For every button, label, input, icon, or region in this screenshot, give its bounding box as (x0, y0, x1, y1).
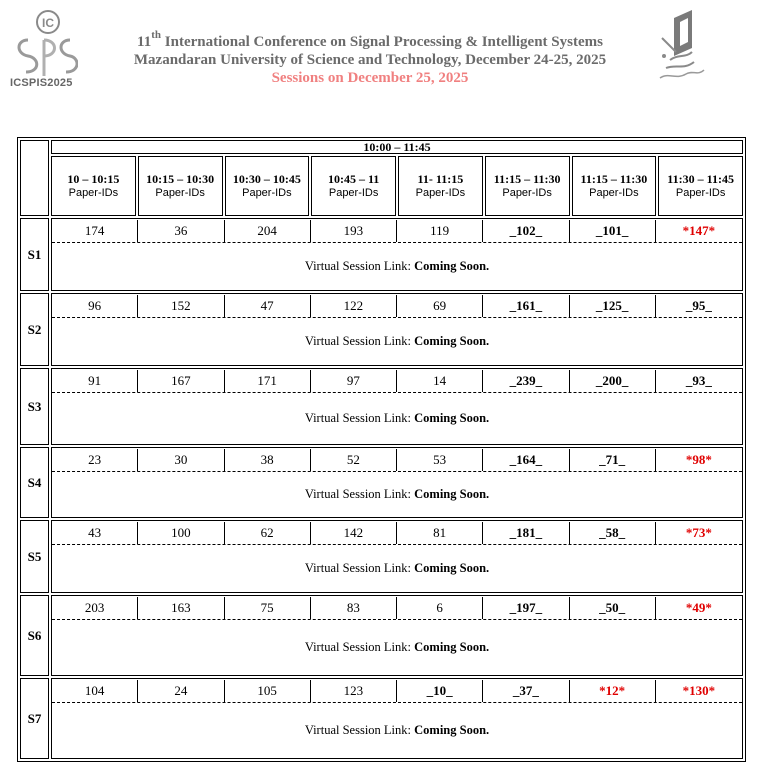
session-label: S1 (20, 218, 49, 291)
link-label: Virtual Session Link: (304, 639, 415, 654)
paper-id-cell: 30 (138, 449, 224, 471)
paper-id-cell: 53 (397, 449, 483, 471)
paper-id-cell: 167 (138, 370, 224, 392)
session-body (51, 447, 743, 518)
paper-id-cell: _71_ (570, 449, 656, 471)
paper-id-cell: *147* (682, 222, 716, 238)
paper-id-cell: 23 (52, 449, 138, 471)
paper-id-cell: 24 (138, 680, 224, 702)
virtual-session-link (52, 318, 742, 365)
link-value: Coming Soon. (414, 410, 490, 425)
paper-id-cell: 6 (397, 597, 483, 619)
session-row (20, 520, 743, 593)
page-header (0, 0, 758, 130)
paper-id-row (52, 295, 742, 317)
virtual-session-link (52, 243, 742, 290)
paper-id-cell: 43 (52, 522, 138, 544)
paper-id-cell: _37_ (483, 680, 569, 702)
paper-id-cell: 91 (52, 370, 138, 392)
slot-time: 10 – 10:15 (67, 171, 120, 186)
paper-id-cell: 83 (311, 597, 397, 619)
slot-header (51, 156, 136, 216)
paper-id-row (52, 597, 742, 619)
paper-id-cell: *73* (685, 524, 712, 540)
paper-id-cell: 174 (52, 220, 138, 242)
paper-id-cell: 122 (311, 295, 397, 317)
link-value: Coming Soon. (414, 639, 490, 654)
paper-ids-label: Paper-IDs (242, 186, 292, 199)
slot-header (311, 156, 396, 216)
paper-ids-label: Paper-IDs (68, 186, 119, 199)
slot-time: 11- 11:15 (417, 171, 464, 186)
slot-header (225, 156, 310, 216)
session-body (51, 595, 743, 676)
paper-id-cell: 204 (225, 220, 311, 242)
link-label: Virtual Session Link: (304, 560, 415, 575)
paper-id-cell: _10_ (397, 680, 483, 702)
session-body (51, 520, 743, 593)
paper-id-row (52, 522, 742, 544)
title-sup: th (151, 29, 162, 41)
link-label: Virtual Session Link: (304, 333, 415, 348)
session-label: S7 (20, 678, 49, 759)
paper-ids-label: Paper-IDs (328, 186, 379, 199)
paper-id-cell: _101_ (570, 220, 656, 242)
paper-id-cell: _164_ (483, 449, 569, 471)
slot-header (398, 156, 483, 216)
link-value: Coming Soon. (414, 486, 490, 501)
paper-id-cell: *130* (682, 682, 716, 698)
link-label: Virtual Session Link: (304, 410, 415, 425)
title-text: International Conference on Signal Processing & Intelligent Systems (164, 34, 603, 50)
title-ordinal: 11 (137, 34, 152, 50)
link-value: Coming Soon. (414, 722, 490, 737)
paper-id-cell: 171 (225, 370, 311, 392)
session-body (51, 218, 743, 291)
virtual-session-link (52, 472, 742, 517)
paper-id-cell: _95_ (685, 297, 712, 313)
paper-id-cell: 203 (52, 597, 138, 619)
paper-id-cell: 81 (397, 522, 483, 544)
paper-id-cell: 97 (311, 370, 397, 392)
paper-id-cell: 163 (138, 597, 224, 619)
paper-ids-label: Paper-IDs (415, 186, 466, 199)
paper-id-cell: 52 (311, 449, 397, 471)
university-logo (652, 8, 716, 88)
paper-id-row (52, 220, 742, 242)
paper-id-cell: *12* (570, 680, 656, 702)
session-body (51, 293, 743, 366)
paper-id-cell: *49* (685, 599, 712, 615)
paper-id-cell: 38 (225, 449, 311, 471)
session-row (20, 368, 743, 445)
virtual-session-link (52, 703, 742, 758)
session-label: S6 (20, 595, 49, 676)
paper-id-cell: _58_ (570, 522, 656, 544)
virtual-session-link (52, 393, 742, 444)
link-value: Coming Soon. (414, 560, 490, 575)
paper-id-cell: _125_ (570, 295, 656, 317)
link-value: Coming Soon. (414, 333, 490, 348)
paper-ids-label: Paper-IDs (589, 186, 639, 199)
link-label: Virtual Session Link: (304, 258, 415, 273)
time-range: 10:00 – 11:45 (51, 140, 743, 154)
slot-time: 11:15 – 11:30 (580, 171, 648, 186)
session-row (20, 595, 743, 676)
paper-id-cell: 193 (311, 220, 397, 242)
link-value: Coming Soon. (414, 258, 490, 273)
paper-id-cell: *98* (685, 451, 712, 467)
conference-title (95, 26, 645, 51)
paper-id-cell: _181_ (483, 522, 569, 544)
corner-cell (20, 140, 49, 216)
paper-id-cell: 119 (397, 220, 483, 242)
icspis-logo-icon (14, 10, 78, 82)
paper-ids-label: Paper-IDs (155, 186, 205, 199)
svg-text:IC: IC (42, 16, 54, 30)
paper-id-cell: 104 (52, 680, 138, 702)
session-row (20, 678, 743, 759)
paper-id-cell: 69 (397, 295, 483, 317)
schedule-table (17, 137, 746, 762)
session-row (20, 293, 743, 366)
paper-id-cell: 100 (138, 522, 224, 544)
paper-id-cell: 47 (225, 295, 311, 317)
paper-id-cell: 36 (138, 220, 224, 242)
slot-time: 10:45 – 11 (327, 171, 380, 186)
paper-id-cell: _102_ (483, 220, 569, 242)
session-label: S2 (20, 293, 49, 366)
slot-time: 10:30 – 10:45 (232, 171, 301, 186)
paper-id-cell: _200_ (570, 370, 656, 392)
virtual-session-link (52, 545, 742, 592)
paper-id-cell: 105 (225, 680, 311, 702)
paper-id-cell: _93_ (685, 372, 712, 388)
university-logo-icon (652, 8, 716, 88)
paper-id-row (52, 680, 742, 702)
paper-ids-label: Paper-IDs (502, 186, 552, 199)
paper-id-row (52, 370, 742, 392)
session-label: S5 (20, 520, 49, 593)
paper-id-cell: _239_ (483, 370, 569, 392)
paper-id-cell: _50_ (570, 597, 656, 619)
virtual-session-link (52, 620, 742, 675)
logo-text: ICSPIS2025 (10, 77, 73, 89)
slot-time: 10:15 – 10:30 (146, 171, 215, 186)
paper-id-cell: 152 (138, 295, 224, 317)
session-label: S4 (20, 447, 49, 518)
paper-id-cell: _197_ (483, 597, 569, 619)
paper-id-cell: _161_ (483, 295, 569, 317)
paper-id-cell: 123 (311, 680, 397, 702)
slot-header (138, 156, 223, 216)
paper-id-row (52, 449, 742, 471)
slot-header (658, 156, 743, 216)
session-label: S3 (20, 368, 49, 445)
link-label: Virtual Session Link: (304, 722, 415, 737)
title-block (95, 26, 645, 87)
paper-ids-label: Paper-IDs (675, 186, 726, 199)
slot-header (485, 156, 570, 216)
session-row (20, 218, 743, 291)
conference-subtitle: Mazandaran University of Science and Technology, December 24-25, 2025 (133, 52, 607, 68)
slot-header (572, 156, 657, 216)
paper-id-cell: 142 (311, 522, 397, 544)
session-body (51, 368, 743, 445)
paper-id-cell: 14 (397, 370, 483, 392)
paper-id-cell: 62 (225, 522, 311, 544)
link-label: Virtual Session Link: (304, 486, 415, 501)
session-row (20, 447, 743, 518)
paper-id-cell: 96 (52, 295, 138, 317)
paper-id-cell: 75 (225, 597, 311, 619)
session-body (51, 678, 743, 759)
slot-time: 11:15 – 11:30 (493, 171, 561, 186)
sessions-date: Sessions on December 25, 2025 (271, 70, 469, 86)
slot-time: 11:30 – 11:45 (667, 171, 734, 186)
